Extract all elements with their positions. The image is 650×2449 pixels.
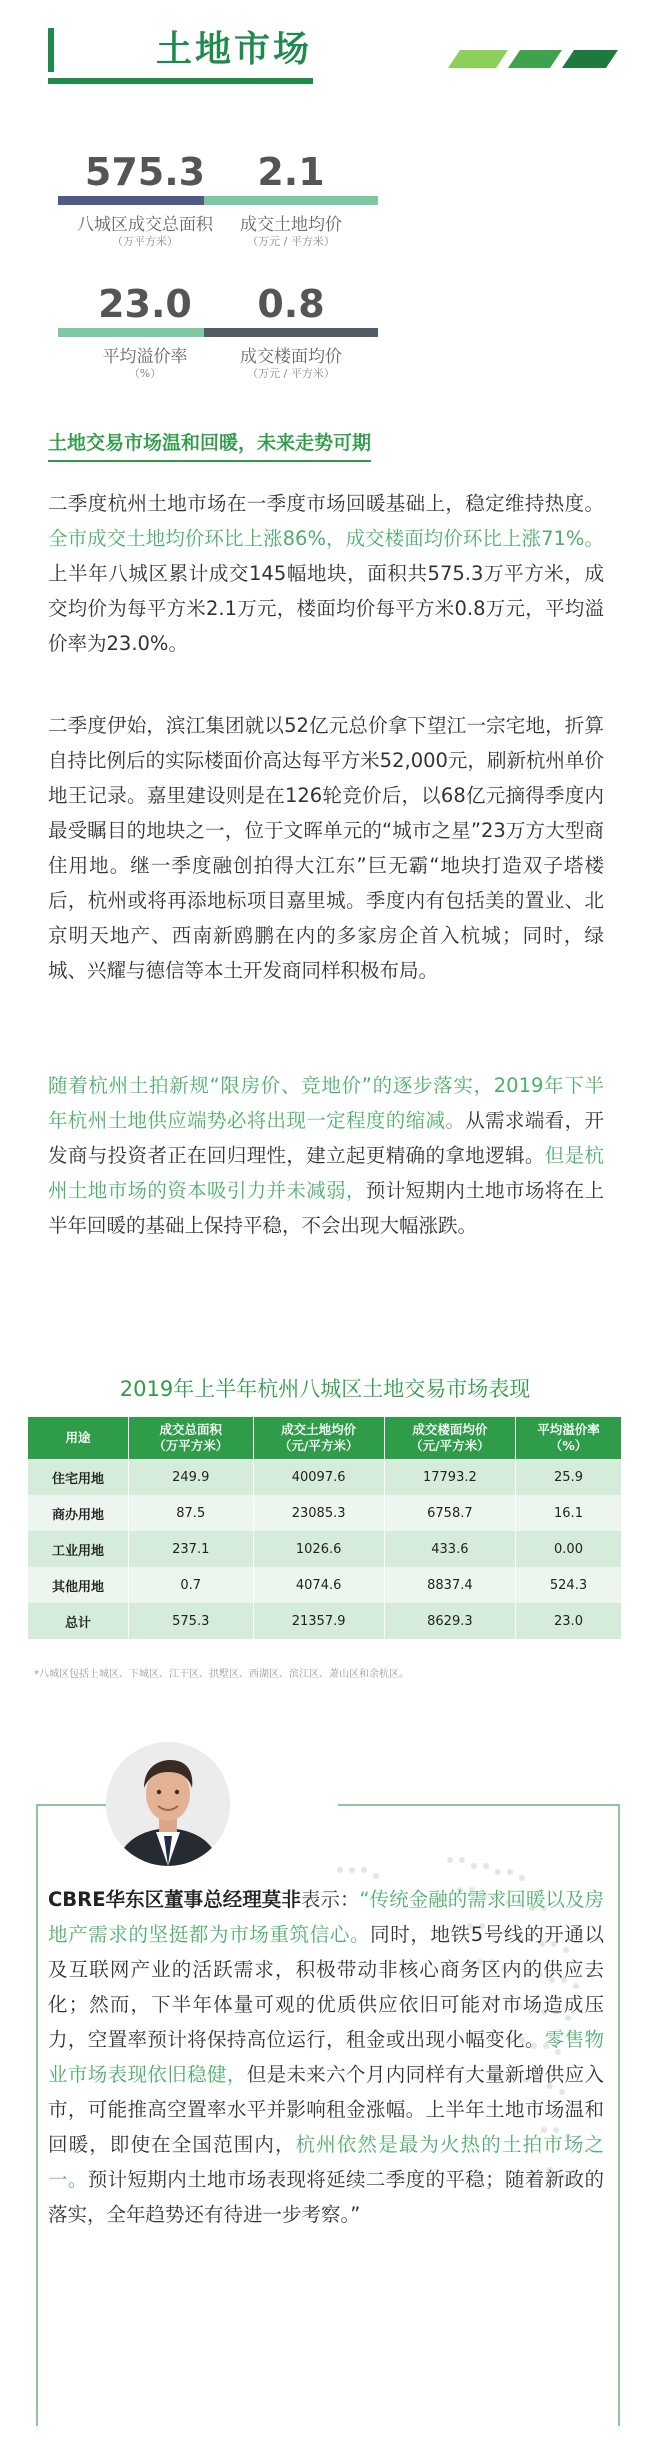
table-cell: 8629.3 xyxy=(384,1603,515,1639)
row-label: 住宅用地 xyxy=(28,1459,129,1495)
table-row xyxy=(28,1567,622,1603)
header-underline xyxy=(48,78,313,84)
kpi-land-avg-price xyxy=(186,150,396,249)
text: 上半年八城区累计成交145幅地块，面积共575.3万平方米，成交均价为每平方米2.1万元，楼面均价每平方米0.8万元，平均溢价率为23.0%。 xyxy=(48,562,604,655)
kpi-value: 23.0 xyxy=(98,282,192,326)
table-title: 2019年上半年杭州八城区土地交易市场表现 xyxy=(119,1377,531,1401)
table-cell: 6758.7 xyxy=(384,1495,515,1531)
text: 但是未来六个月内同样有大量新增供应入市，可能推高空置率水平并影响租金涨幅。上半年土地市场温和回暖，即使在全国范围内， xyxy=(48,2063,604,2156)
kpi-label: 成交楼面均价 xyxy=(240,347,342,367)
table-cell: 23085.3 xyxy=(253,1495,384,1531)
column-header: 用途 xyxy=(28,1417,129,1459)
paragraph-1 xyxy=(48,486,604,661)
text: 预计短期内土地市场表现将延续二季度的平稳；随着新政的落实，全年趋势还有待进一步考察。” xyxy=(48,2168,604,2226)
table-cell: 23.0 xyxy=(516,1603,622,1639)
section-heading: 土地交易市场温和回暖，未来走势可期 xyxy=(48,430,371,462)
table-cell: 40097.6 xyxy=(253,1459,384,1495)
highlight-text: 但是杭州土地市场的资本吸引力并未减弱， xyxy=(48,1144,604,1202)
highlight-text: 零售物业市场表现依旧稳健， xyxy=(48,2028,604,2086)
kpi-label: 成交土地均价 xyxy=(240,215,342,235)
kpi-value: 2.1 xyxy=(257,150,325,194)
table-cell: 4074.6 xyxy=(253,1567,384,1603)
avatar xyxy=(106,1742,230,1866)
paragraph-3 xyxy=(48,1068,604,1243)
page-title: 土地市场 xyxy=(156,29,313,70)
text: 二季度杭州土地市场在一季度市场回暖基础上，稳定维持热度。 xyxy=(48,492,604,515)
text: 预计短期内土地市场将在上半年回暖的基础上保持平稳，不会出现大幅涨跌。 xyxy=(48,1179,604,1237)
table-cell: 25.9 xyxy=(516,1459,622,1495)
kpi-bar xyxy=(204,196,378,205)
row-label: 商办用地 xyxy=(28,1495,129,1531)
kpi-unit: （万元 / 平方米） xyxy=(247,235,335,248)
table-cell: 17793.2 xyxy=(384,1459,515,1495)
row-label: 其他用地 xyxy=(28,1567,129,1603)
table-header-row xyxy=(28,1417,622,1459)
kpi-unit: （%） xyxy=(128,367,162,380)
kpi-label: 八城区成交总面积 xyxy=(77,215,213,235)
table-cell: 1026.6 xyxy=(253,1531,384,1567)
table-cell: 433.6 xyxy=(384,1531,515,1567)
column-header: 平均溢价率 （%） xyxy=(516,1417,622,1459)
highlight-text: 全市成交土地均价环比上涨86%，成交楼面均价环比上涨71%。 xyxy=(48,527,604,550)
row-label: 总计 xyxy=(28,1603,129,1639)
kpi-unit: （万元 / 平方米） xyxy=(247,367,335,380)
kpi-floor-avg-price xyxy=(186,282,396,381)
kpi-unit: （万平方米） xyxy=(112,235,178,248)
column-header: 成交土地均价 （元/平方米） xyxy=(253,1417,384,1459)
text: 同时，地铁5号线的开通以及互联网产业的活跃需求，积极带动非核心商务区内的供应去化；然而，下半年体量可观的优质供应依旧可能对市场造成压力，空置率预计将保持高位运行，租金或出现小幅变化。 xyxy=(48,1923,604,2051)
highlight-text: 杭州依然是最为火热的土拍市场之一。 xyxy=(48,2133,604,2191)
table-cell: 87.5 xyxy=(129,1495,254,1531)
table-cell: 524.3 xyxy=(516,1567,622,1603)
table-cell: 21357.9 xyxy=(253,1603,384,1639)
table-cell: 575.3 xyxy=(129,1603,254,1639)
person-portrait-icon xyxy=(106,1742,230,1866)
row-label: 工业用地 xyxy=(28,1531,129,1567)
table-cell: 8837.4 xyxy=(384,1567,515,1603)
column-header: 成交楼面均价 （元/平方米） xyxy=(384,1417,515,1459)
land-transaction-table xyxy=(28,1417,622,1639)
table-cell: 0.7 xyxy=(129,1567,254,1603)
paragraph-2: 二季度伊始，滨江集团就以52亿元总价拿下望江一宗宅地，折算自持比例后的实际楼面价高达每平方米52,000元，刷新杭州单价地王记录。嘉里建设则是在126轮竞价后，以68亿元摘得季度内最受瞩目的地块之一，位于文晖单元的“城市之星”23万方大型商住用地。继一季度融创拍得大江东”巨无霸“地块打造双子塔楼后，杭州或将再添地标项目嘉里城。季度内有包括美的置业、北京明天地产、西南新鸥鹏在内的多家房企首入杭城；同时，绿城、兴耀与德信等本土开发商同样积极布局。 xyxy=(48,714,604,982)
page-header xyxy=(48,28,618,84)
table-footnote: *八城区包括上城区、下城区、江干区、拱墅区、西湖区、滨江区、萧山区和余杭区。 xyxy=(34,1669,409,1680)
kpi-value: 0.8 xyxy=(257,282,325,326)
table-row-total xyxy=(28,1603,622,1639)
quote-paragraph xyxy=(48,1882,604,2232)
table-row xyxy=(28,1495,622,1531)
kpi-value: 575.3 xyxy=(84,150,206,194)
table-cell: 237.1 xyxy=(129,1531,254,1567)
table-cell: 249.9 xyxy=(129,1459,254,1495)
kpi-bar xyxy=(204,328,378,337)
text: 表示： xyxy=(300,1888,360,1911)
highlight-text: 随着杭州土拍新规“限房价、竞地价”的逐步落实，2019年下半年杭州土地供应端势必将出现一定程度的缩减。 xyxy=(48,1074,604,1132)
column-header: 成交总面积 （万平方米） xyxy=(129,1417,254,1459)
text: 从需求端看，开发商与投资者正在回归理性，建立起更精确的拿地逻辑。 xyxy=(48,1109,604,1167)
table-row xyxy=(28,1531,622,1567)
table-row xyxy=(28,1459,622,1495)
quote-speaker: CBRE华东区董事总经理莫非 xyxy=(48,1888,301,1911)
kpi-label: 平均溢价率 xyxy=(102,347,188,367)
header-stripes-icon xyxy=(438,50,618,68)
table-cell: 16.1 xyxy=(516,1495,622,1531)
header-accent-bar xyxy=(48,28,54,72)
highlight-text: “传统金融的需求回暖以及房地产需求的坚挺都为市场重筑信心。 xyxy=(48,1888,604,1946)
table-cell: 0.00 xyxy=(516,1531,622,1567)
